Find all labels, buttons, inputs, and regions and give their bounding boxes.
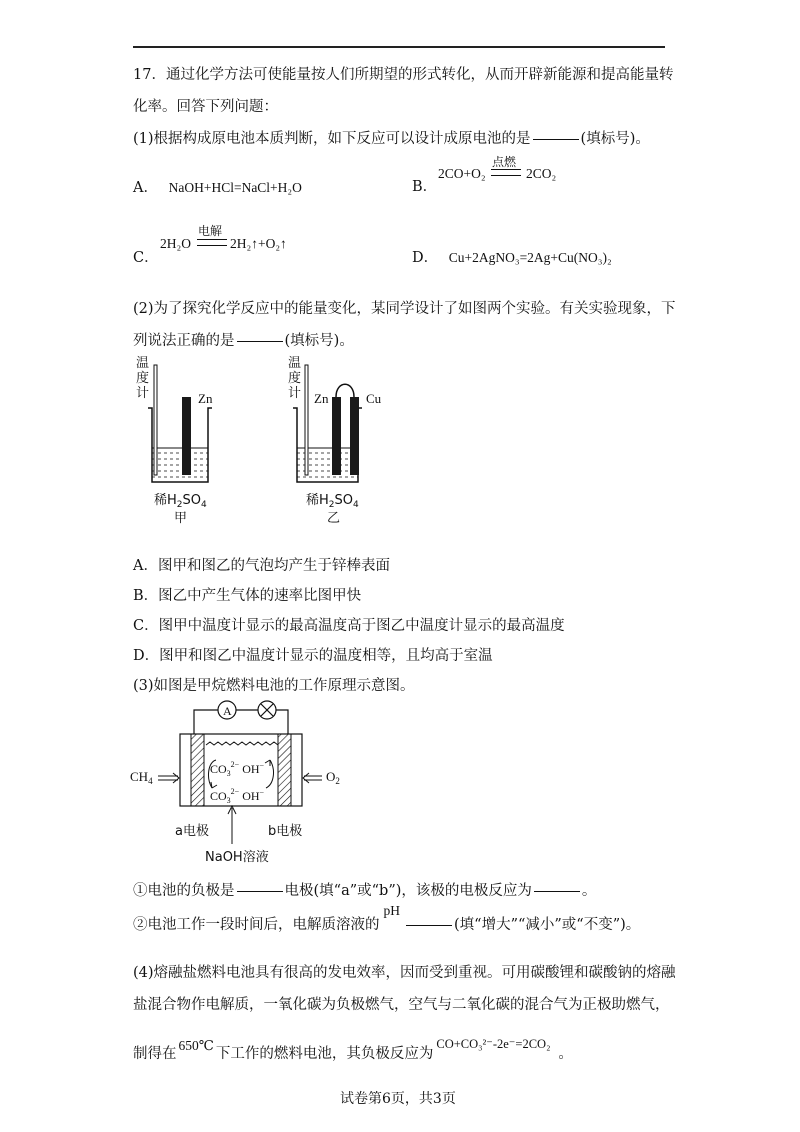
top-rule (133, 46, 665, 48)
part3-prompt: (3)如图是甲烷燃料电池的工作原理示意图。 (133, 678, 415, 694)
question-intro-line2: 化率。回答下列问题： (133, 99, 278, 115)
zn-electrode-right (332, 397, 341, 475)
svg-text:计: 计 (136, 386, 150, 401)
wire (336, 384, 354, 397)
part2-option-d: D．图甲和图乙中温度计显示的温度相等，且均高于室温 (133, 648, 493, 664)
svg-text:甲: 甲 (174, 511, 188, 526)
ph-label: pH (383, 903, 400, 918)
svg-text:Cu: Cu (366, 391, 382, 406)
svg-text:温: 温 (136, 356, 150, 371)
option-d-equation: Cu+2AgNO₃=2Ag+Cu(NO₃)₂ (448, 250, 612, 265)
fuel-arrow-icon (173, 773, 179, 783)
figure-fuel-cell (128, 696, 358, 871)
answer-blank[interactable] (406, 925, 452, 926)
part2-prompt-line1: (2)为了探究化学反应中的能量变化，某同学设计了如图两个实验。有关实验现象，下 (133, 301, 676, 317)
equals-sign (197, 239, 227, 246)
svg-text:Zn: Zn (198, 391, 213, 406)
thermometer-right (305, 365, 308, 475)
beaker-left (148, 408, 212, 482)
svg-text:乙: 乙 (327, 511, 341, 526)
negative-electrode-equation: CO+CO₃²⁻-2e⁻=2CO₂ (436, 1037, 551, 1051)
part2-option-a: A．图甲和图乙的气泡均产生于锌棒表面 (133, 558, 390, 574)
svg-text:度: 度 (136, 371, 150, 386)
ions-top: $CO_3^{2-}$ OH− (210, 760, 265, 778)
svg-text:度: 度 (288, 371, 302, 386)
zn-electrode-left (182, 397, 191, 475)
solution-label-right: 稀$H_2SO_4$ (306, 493, 359, 510)
part4-line1: (4)熔融盐燃料电池具有很高的发电效率，因而受到重视。可用碳酸锂和碳酸钠的熔融 (133, 965, 676, 981)
condition-ignite: 点燃 (492, 155, 517, 169)
answer-blank[interactable] (534, 891, 580, 892)
condition-electrolysis: 电解 (198, 224, 223, 238)
part2-prompt-line2: 列说法正确的是 (填标号)。 (133, 333, 354, 349)
answer-blank[interactable] (237, 341, 283, 342)
oxidant-arrow-icon (303, 773, 309, 783)
figure-galvanic-experiment (130, 350, 400, 530)
cu-electrode-right (350, 397, 359, 475)
option-a: A． NaOH+HCl=NaCl+H₂O (133, 180, 302, 196)
svg-text:计: 计 (288, 386, 302, 401)
part4-line2: 盐混合物作电解质，一氧化碳为负极燃气，空气与二氧化碳的混合气为正极助燃气， (133, 997, 670, 1013)
svg-text:A: A (223, 704, 232, 718)
electrode-b (278, 734, 291, 806)
answer-blank[interactable] (237, 891, 283, 892)
question-intro-line1: 17．通过化学方法可使能量按人们所期望的形式转化，从而开辟新能源和提高能量转 (133, 67, 674, 83)
option-d: D． Cu+2AgNO₃=2Ag+Cu(NO₃)₂ (412, 250, 612, 266)
equals-sign (491, 169, 521, 176)
oxidant-label: $O_2$ (326, 769, 340, 786)
svg-text:Zn: Zn (314, 391, 329, 406)
page-footer: 试卷第6页，共3页 (340, 1091, 456, 1107)
part3-q2: ②电池工作一段时间后，电解质溶液的pH(填“增大”“减小”或“不变”)。 (133, 903, 641, 933)
svg-text:NaOH溶液: NaOH溶液 (205, 850, 269, 865)
electrode-a (191, 734, 204, 806)
option-a-equation: NaOH+HCl=NaCl+H₂O (168, 180, 302, 195)
temperature: 650℃ (178, 1038, 214, 1053)
thermometer-left (154, 365, 157, 475)
part4-line3: 制得在650℃下工作的燃料电池，其负极反应为CO+CO₃²⁻-2e⁻=2CO₂。 (133, 1037, 573, 1062)
svg-text:温: 温 (288, 356, 302, 371)
answer-blank[interactable] (533, 139, 579, 140)
solution-label-left: 稀$H_2SO_4$ (154, 493, 207, 510)
svg-text:a电极: a电极 (175, 824, 209, 839)
part1-prompt: (1)根据构成原电池本质判断，如下反应可以设计成原电池的是 (填标号)。 (133, 131, 650, 147)
fuel-label: $CH_4$ (130, 769, 153, 786)
part2-option-b: B．图乙中产生气体的速率比图甲快 (133, 588, 362, 604)
part2-option-c: C．图甲中温度计显示的最高温度高于图乙中温度计显示的最高温度 (133, 618, 565, 634)
ions-bottom: $CO_3^{2-}$ OH− (210, 787, 265, 805)
svg-text:b电极: b电极 (268, 824, 303, 839)
part3-q1: ①电池的负极是 电极(填“a”或“b”)，该极的电极反应为 。 (133, 883, 597, 899)
